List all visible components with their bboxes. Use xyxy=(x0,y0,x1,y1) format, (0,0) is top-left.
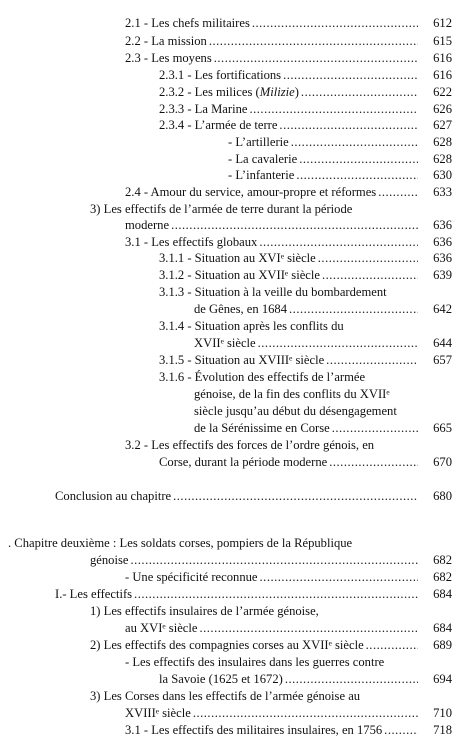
toc-entry-title: 3) Les effectifs de l’armée de terre durant la période xyxy=(90,202,353,216)
dot-leader xyxy=(209,33,418,50)
toc-entry-page-number: 670 xyxy=(433,455,452,469)
toc-entry-page-number: 626 xyxy=(433,102,452,116)
toc-entry xyxy=(90,201,452,218)
dot-leader xyxy=(259,234,418,251)
dot-leader xyxy=(326,352,418,369)
dot-leader xyxy=(296,167,418,184)
toc-entry xyxy=(125,15,452,32)
toc-entry-page-number: 684 xyxy=(433,587,452,601)
toc-entry-title: 2.1 - Les chefs militaires xyxy=(125,16,250,30)
toc-entry-page-number: 710 xyxy=(433,706,452,720)
dot-leader xyxy=(291,134,418,151)
dot-leader xyxy=(252,15,418,32)
toc-entry-page-number: 636 xyxy=(433,218,452,232)
dot-leader xyxy=(366,637,418,654)
dot-leader xyxy=(214,50,418,67)
toc-entry xyxy=(159,671,452,688)
toc-entry-page-number: 682 xyxy=(433,553,452,567)
toc-entry-page-number: 680 xyxy=(433,489,452,503)
dot-leader xyxy=(130,552,418,569)
dot-leader xyxy=(134,586,418,603)
dot-leader xyxy=(199,620,418,637)
toc-entry-page-number: 616 xyxy=(433,51,452,65)
toc-entry xyxy=(125,437,452,454)
toc-entry-page-number: 622 xyxy=(433,85,452,99)
toc-entry xyxy=(125,50,452,67)
dot-leader xyxy=(173,488,418,505)
toc-entry-title: 2.3.1 - Les fortifications xyxy=(159,68,282,82)
dot-leader xyxy=(249,101,418,118)
toc-entry-title: 3.1.2 - Situation au XVIIᵉ siècle xyxy=(159,268,320,282)
toc-entry xyxy=(194,403,452,420)
toc-entry xyxy=(125,620,452,637)
toc-entry xyxy=(159,67,452,84)
toc-entry-title: XVIIIᵉ siècle xyxy=(125,706,191,720)
toc-entry-title: - L’infanterie xyxy=(228,168,295,182)
toc-entry-page-number: 630 xyxy=(433,168,452,182)
toc-entry xyxy=(90,637,452,654)
toc-entry xyxy=(159,250,452,267)
dot-leader xyxy=(329,454,418,471)
toc-entry-page-number: 682 xyxy=(433,570,452,584)
toc-entry xyxy=(159,352,452,369)
toc-entry xyxy=(228,151,452,168)
dot-leader xyxy=(171,217,418,234)
toc-entry-title: 3) Les Corses dans les effectifs de l’armée génoise au xyxy=(90,689,361,703)
toc-entry-title: 2.4 - Amour du service, amour-propre et réformes xyxy=(125,185,377,199)
toc-entry-page-number: 636 xyxy=(433,251,452,265)
dot-leader xyxy=(378,184,418,201)
toc-entry xyxy=(228,167,452,184)
toc-entry-title: - Une spécificité reconnue xyxy=(125,570,258,584)
toc-entry-title: . Chapitre deuxième : Les soldats corses, pompiers de la République xyxy=(8,536,353,550)
toc-entry-title: 2.3.2 - Les milices (Milizie) xyxy=(159,85,299,99)
toc-entry-page-number: 616 xyxy=(433,68,452,82)
toc-entry-title: 3.1 - Les effectifs des militaires insulaires, en 1756 xyxy=(125,723,383,737)
toc-entry xyxy=(159,267,452,284)
toc-entry xyxy=(125,217,452,234)
toc-entry xyxy=(159,84,452,101)
toc-entry-title: 3.1.5 - Situation au XVIIIᵉ siècle xyxy=(159,353,325,367)
toc-entry-title: Conclusion au chapitre xyxy=(55,489,172,503)
toc-entry-page-number: 628 xyxy=(433,135,452,149)
dot-leader xyxy=(332,420,418,437)
dot-leader xyxy=(318,250,418,267)
toc-entry-title: la Savoie (1625 et 1672) xyxy=(159,672,283,686)
toc-entry xyxy=(125,184,452,201)
toc-entry-title: siècle jusqu’au début du désengagement xyxy=(194,404,397,418)
toc-entry xyxy=(8,535,452,552)
toc-entry xyxy=(125,569,452,586)
toc-entry-page-number: 615 xyxy=(433,34,452,48)
toc-entry xyxy=(125,33,452,50)
toc-entry xyxy=(125,722,452,739)
toc-entry xyxy=(90,688,452,705)
toc-entry-title: 2) Les effectifs des compagnies corses au XVIIᵉ siècle xyxy=(90,638,364,652)
toc-entry-page-number: 642 xyxy=(433,302,452,316)
dot-leader xyxy=(193,705,418,722)
toc-entry xyxy=(194,301,452,318)
toc-entry-page-number: 644 xyxy=(433,336,452,350)
toc-entry xyxy=(159,454,452,471)
dot-leader xyxy=(322,267,418,284)
toc-entry-title: 2.3.3 - La Marine xyxy=(159,102,248,116)
toc-entry-title: de Gênes, en 1684 xyxy=(194,302,288,316)
dot-leader xyxy=(258,335,418,352)
toc-entry xyxy=(228,134,452,151)
toc-entry-title: de la Sérénissime en Corse xyxy=(194,421,330,435)
dot-leader xyxy=(299,151,418,168)
toc-entry-title: 2.3 - Les moyens xyxy=(125,51,212,65)
toc-entry xyxy=(90,552,452,569)
toc-entry-page-number: 684 xyxy=(433,621,452,635)
toc-entry-title: XVIIᵉ siècle xyxy=(194,336,256,350)
toc-entry xyxy=(194,335,452,352)
toc-entry-title: génoise, de la fin des conflits du XVIIᵉ xyxy=(194,387,390,401)
toc-entry xyxy=(159,369,452,386)
toc-entry-title: - La cavalerie xyxy=(228,152,298,166)
toc-entry-title: moderne xyxy=(125,218,170,232)
toc-entry-title: 3.1.1 - Situation au XVIᵉ siècle xyxy=(159,251,316,265)
toc-entry-page-number: 657 xyxy=(433,353,452,367)
dot-leader xyxy=(260,569,418,586)
toc-entry-title: 3.1.4 - Situation après les conflits du xyxy=(159,319,344,333)
toc-entry-page-number: 627 xyxy=(433,118,452,132)
toc-entry-page-number: 612 xyxy=(433,16,452,30)
toc-entry-page-number: 718 xyxy=(433,723,452,737)
toc-entry-title: 3.2 - Les effectifs des forces de l’ordre génois, en xyxy=(125,438,375,452)
dot-leader xyxy=(384,722,418,739)
toc-entry xyxy=(125,234,452,251)
toc-entry xyxy=(125,654,452,671)
toc-entry xyxy=(159,117,452,134)
dot-leader xyxy=(285,671,418,688)
toc-entry-title: - L’artillerie xyxy=(228,135,289,149)
toc-entry-title: 3.1.3 - Situation à la veille du bombardement xyxy=(159,285,387,299)
toc-entry xyxy=(55,488,452,505)
toc-entry-page-number: 694 xyxy=(433,672,452,686)
dot-leader xyxy=(283,67,418,84)
toc-entry-page-number: 636 xyxy=(433,235,452,249)
toc-entry-title: 2.2 - La mission xyxy=(125,34,207,48)
toc-entry xyxy=(159,318,452,335)
toc-entry-title: Corse, durant la période moderne xyxy=(159,455,328,469)
dot-leader xyxy=(301,84,418,101)
toc-entry-title: 3.1 - Les effectifs globaux xyxy=(125,235,258,249)
toc-entry xyxy=(159,284,452,301)
toc-entry-title: I.- Les effectifs xyxy=(55,587,133,601)
toc-entry xyxy=(55,586,452,603)
dot-leader xyxy=(289,301,418,318)
toc-entry xyxy=(159,101,452,118)
toc-entry-page-number: 665 xyxy=(433,421,452,435)
toc-entry-title: 2.3.4 - L’armée de terre xyxy=(159,118,278,132)
toc-entry-title: au XVIᵉ siècle xyxy=(125,621,198,635)
toc-entry-page-number: 639 xyxy=(433,268,452,282)
dot-leader xyxy=(279,117,418,134)
toc-entry xyxy=(194,420,452,437)
toc-entry xyxy=(125,705,452,722)
toc-entry xyxy=(194,386,452,403)
toc-entry-title: génoise xyxy=(90,553,129,567)
toc-entry-page-number: 633 xyxy=(433,185,452,199)
toc-entry-page-number: 628 xyxy=(433,152,452,166)
toc-entry xyxy=(90,603,452,620)
toc-entry-title: 3.1.6 - Évolution des effectifs de l’armée xyxy=(159,370,366,384)
toc-entry-title: - Les effectifs des insulaires dans les guerres contre xyxy=(125,655,385,669)
toc-entry-page-number: 689 xyxy=(433,638,452,652)
toc-entry-title: 1) Les effectifs insulaires de l’armée génoise, xyxy=(90,604,319,618)
